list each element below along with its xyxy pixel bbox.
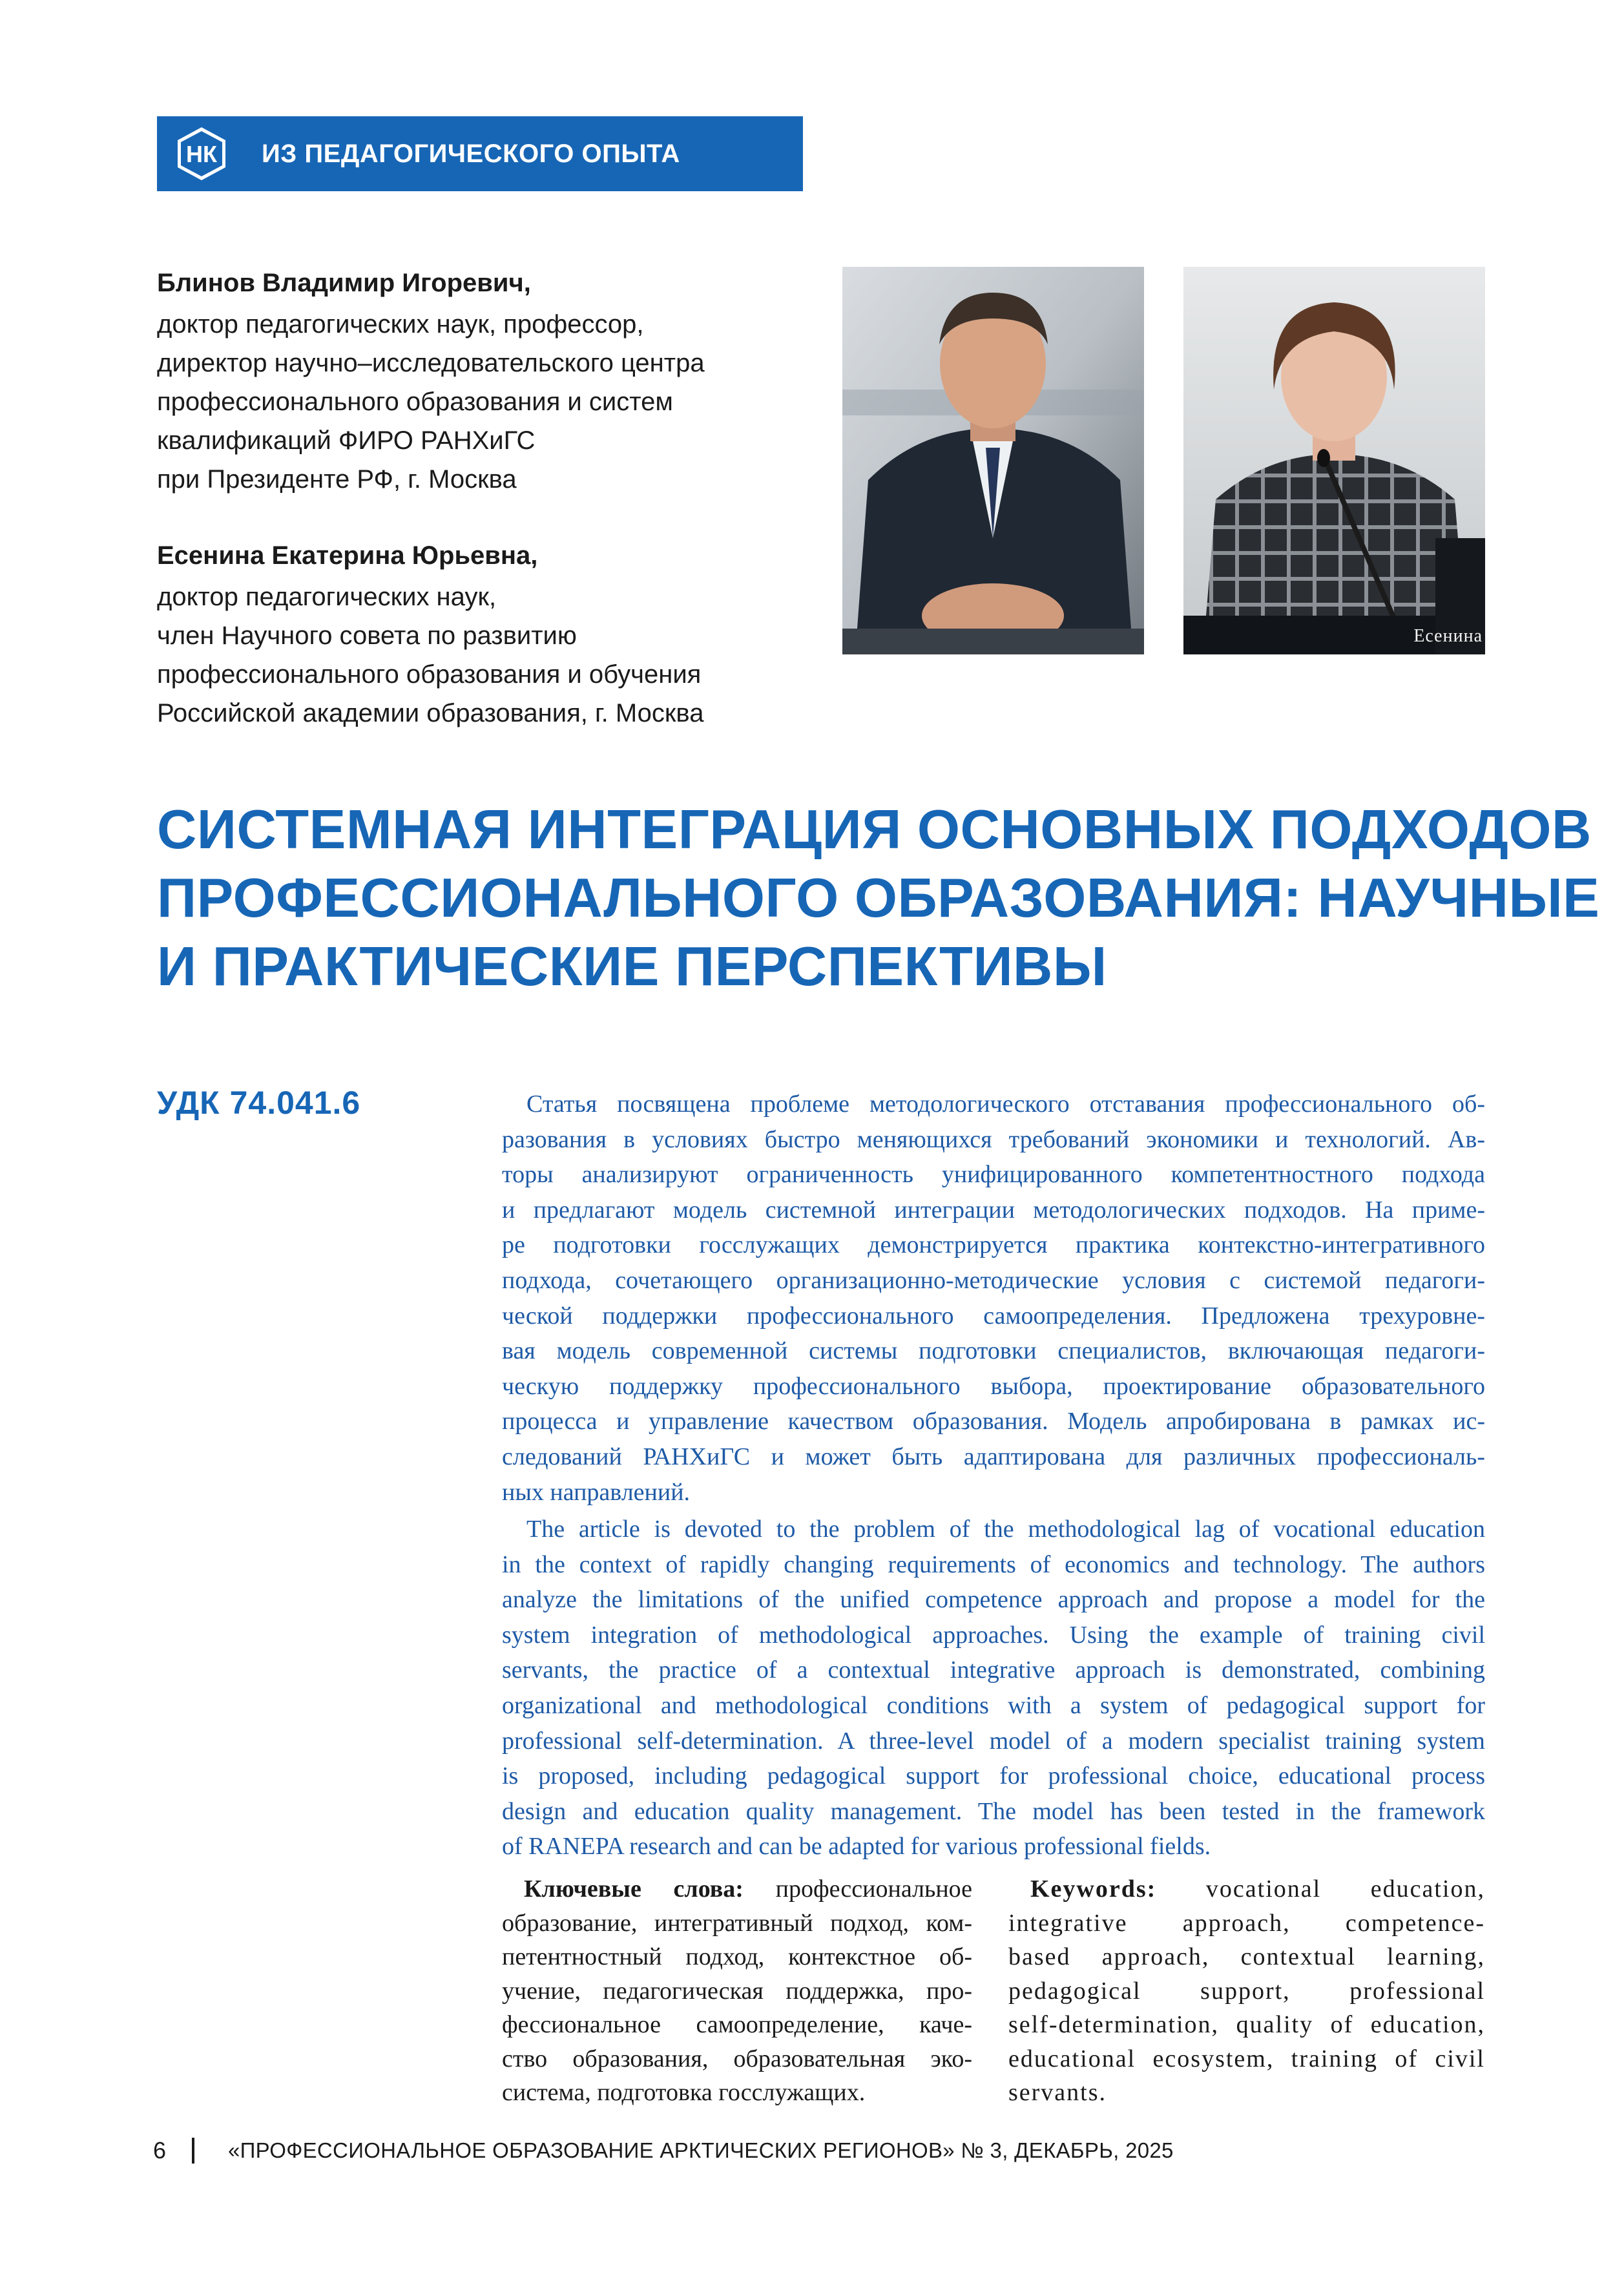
svg-text:НК: НК <box>186 141 217 167</box>
keywords-line: ство образования, образовательная эко- <box>502 2045 972 2072</box>
author-affiliation-line: доктор педагогических наук, профессор, <box>157 310 644 339</box>
author-affiliation-line: профессионального образования и систем <box>157 388 673 416</box>
keywords-label: Keywords: <box>1030 1875 1157 1903</box>
abstract-line: разования в условиях быстро меняющихся требований экономики и технологий. Ав- <box>502 1125 1485 1153</box>
article-title <box>157 796 1600 1001</box>
keywords-line: based approach, contextual learning, <box>1008 1943 1485 1970</box>
section-banner <box>157 116 803 191</box>
author-affiliation-line: Российской академии образования, г. Москва <box>157 699 704 727</box>
keywords-line: фессиональное самоопределение, каче- <box>502 2011 972 2038</box>
abstract-english <box>502 1512 1485 1864</box>
abstract-line: The article is devoted to the problem of the methodological lag of vocational education <box>526 1516 1485 1543</box>
abstract-line: вая модель современной системы подготовки специалистов, включающая педагоги- <box>502 1337 1485 1365</box>
abstract-line: процесса и управление качеством образования. Модель апробирована в рамках ис- <box>502 1408 1485 1435</box>
udk-code: УДК 74.041.6 <box>157 1085 361 1121</box>
abstract-line: servants, the practice of a contextual integrative approach is demonstrated, combining <box>502 1656 1485 1684</box>
keywords-russian <box>502 1872 972 2110</box>
author-name: Блинов Владимир Игоревич, <box>157 269 531 297</box>
abstract-line: ре подготовки госслужащих демонстрируется практика контекстно-интегративного <box>502 1231 1485 1259</box>
abstract-line: ных направлений. <box>502 1478 691 1506</box>
keywords-line: servants. <box>1008 2079 1107 2106</box>
page-footer <box>153 2137 1174 2164</box>
keywords-line: система, подготовка госслужащих. <box>502 2079 866 2106</box>
abstract-line: и предлагают модель системной интеграции методологических подходов. На приме- <box>502 1196 1485 1224</box>
author-affiliation-line: профессионального образования и обучения <box>157 660 702 689</box>
author-name: Есенина Екатерина Юрьевна, <box>157 541 538 570</box>
abstract-line: in the context of rapidly changing requirements of economics and technology. The authors <box>502 1550 1485 1578</box>
keywords-line: educational ecosystem, training of civil <box>1008 2045 1485 2072</box>
abstract-line: Статья посвящена проблеме методологического отставания профессионального об- <box>526 1090 1485 1118</box>
photo-caption: Есенина <box>1413 626 1483 646</box>
abstract-line: следований РАНХиГС и может быть адаптирована для различных профессиональ- <box>502 1443 1485 1470</box>
author-affiliation-line: при Президенте РФ, г. Москва <box>157 465 517 494</box>
abstract-line: system integration of methodological approaches. Using the example of training civil <box>502 1621 1485 1649</box>
keywords-text: vocational education, <box>1156 1875 1485 1903</box>
author-2 <box>157 536 803 733</box>
author-2-photo <box>1183 267 1485 654</box>
journal-logo-icon <box>174 126 229 182</box>
author-1-photo <box>842 267 1144 654</box>
footer-divider <box>192 2138 194 2164</box>
keywords-line: pedagogical support, professional <box>1008 1977 1485 2005</box>
abstract-line: professional self-determination. A three-level model of a modern specialist training system <box>502 1727 1485 1755</box>
title-line: ПРОФЕССИОНАЛЬНОГО ОБРАЗОВАНИЯ: НАУЧНЫЕ <box>157 868 1600 929</box>
keywords-english <box>1008 1872 1485 2110</box>
abstract-line: ческую поддержку профессионального выбора, проектирование образовательного <box>502 1372 1485 1400</box>
title-line: И ПРАКТИЧЕСКИЕ ПЕРСПЕКТИВЫ <box>157 936 1107 997</box>
keywords-line <box>1008 1872 1485 1906</box>
abstract-russian <box>502 1087 1485 1510</box>
author-affiliation-line: доктор педагогических наук, <box>157 583 497 611</box>
keywords-line: учение, педагогическая поддержка, про- <box>502 1977 972 2005</box>
keywords-label: Ключевые слова: <box>524 1875 744 1903</box>
abstract-line: торы анализируют ограниченность унифицированного компетентностного подхода <box>502 1161 1485 1189</box>
keywords-line: integrative approach, competence- <box>1008 1909 1485 1937</box>
authors-block <box>157 264 803 733</box>
abstract-line: design and education quality management. The model has been tested in the framework <box>502 1797 1485 1825</box>
abstract-line: is proposed, including pedagogical support for professional choice, educational process <box>502 1762 1485 1790</box>
journal-name: «ПРОФЕССИОНАЛЬНОЕ ОБРАЗОВАНИЕ АРКТИЧЕСКИХ РЕГИОНОВ» № 3, ДЕКАБРЬ, 2025 <box>228 2138 1174 2162</box>
keywords-line: образование, интегративный подход, ком- <box>502 1909 972 1937</box>
abstract-line: of RANEPA research and can be adapted for various professional fields. <box>502 1833 1211 1861</box>
author-affiliation-line: квалификаций ФИРО РАНХиГС <box>157 426 536 455</box>
section-label: ИЗ ПЕДАГОГИЧЕСКОГО ОПЫТА <box>262 139 680 168</box>
author-1 <box>157 264 803 499</box>
page-number: 6 <box>153 2137 167 2164</box>
keywords-line: петентностный подход, контекстное об- <box>502 1943 972 1970</box>
title-line: СИСТЕМНАЯ ИНТЕГРАЦИЯ ОСНОВНЫХ ПОДХОДОВ <box>157 799 1592 861</box>
keywords-line <box>502 1872 972 1906</box>
author-affiliation-line: член Научного совета по развитию <box>157 621 577 650</box>
abstract-line: подхода, сочетающего организационно-методические условия с системой педагоги- <box>502 1266 1485 1294</box>
abstract-line: organizational and methodological conditions with a system of pedagogical support for <box>502 1691 1485 1719</box>
abstract-line: ческой поддержки профессионального самоопределения. Предложена трехуровне- <box>502 1302 1485 1330</box>
abstract-line: analyze the limitations of the unified competence approach and propose a model for the <box>502 1586 1485 1614</box>
keywords-text: профессиональное <box>743 1875 972 1903</box>
author-affiliation-line: директор научно–исследовательского центра <box>157 349 705 377</box>
keywords-line: self-determination, quality of education, <box>1008 2011 1485 2038</box>
